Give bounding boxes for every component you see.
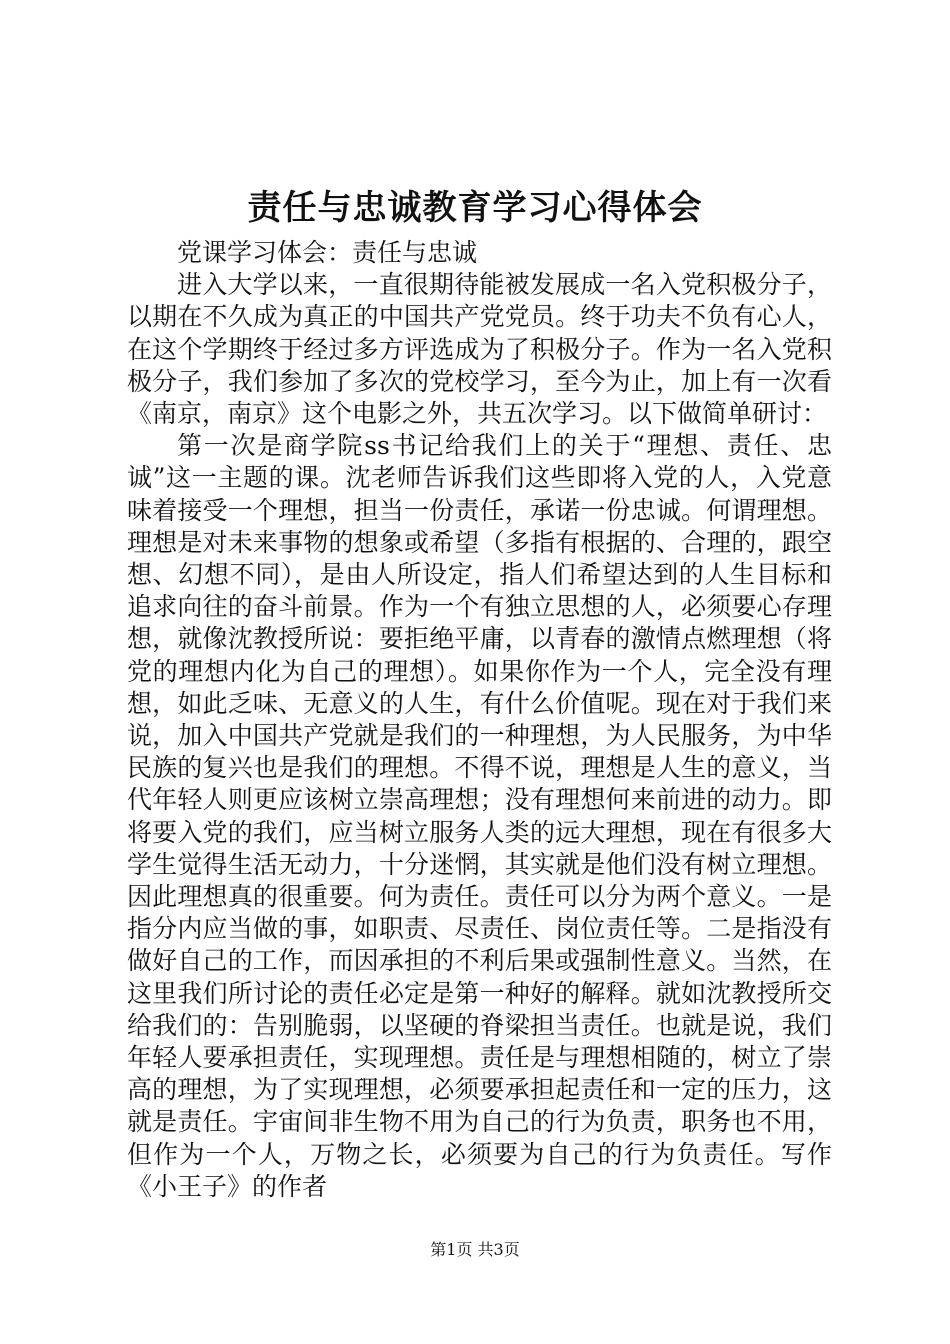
document-title: 责任与忠诚教育学习心得体会 (247, 188, 703, 228)
paragraph-first-lesson: 第一次是商学院ss书记给我们上的关于“理想、责任、忠诚”这一主题的课。沈老师告诉我们这些即将入党的人，入党意味着接受一个理想，担当一份责任，承诺一份忠诚。何谓理想。理想是对未来事物的想象或希望（多指有根据的、合理的，跟空想、幻想不同），是由人所设定，指人们希望达到的人生目标和追求向往的奋斗前景。作为一个有独立思想的人，必须要心存理想，就像沈教授所说：要拒绝平庸，以青春的激情点燃理想（将党的理想内化为自己的理想）。如果你作为一个人，完全没有理想，如此乏味、无意义的人生，有什么价值呢。现在对于我们来说，加入中国共产党就是我们的一种理想，为人民服务，为中华民族的复兴也是我们的理想。不得不说，理想是人生的意义，当代年轻人则更应该树立崇高理想；没有理想何来前进的动力。即将要入党的我们，应当树立服务人类的远大理想，现在有很多大学生觉得生活无动力，十分迷惘，其实就是他们没有树立理想。因此理想真的很重要。何为责任。责任可以分为两个意义。一是指分内应当做的事，如职责、尽责任、岗位责任等。二是指没有做好自己的工作，而因承担的不利后果或强制性意义。当然，在这里我们所讨论的责任必定是第一种好的解释。就如沈教授所交给我们的：告别脆弱，以坚硬的脊梁担当责任。也就是说，我们年轻人要承担责任，实现理想。责任是与理想相随的，树立了崇高的理想，为了实现理想，必须要承担起责任和一定的压力，这就是责任。宇宙间非生物不用为自己的行为负责，职务也不用，但作为一个人，万物之长，必须要为自己的行为负责任。写作《小王子》的作者 (127, 431, 832, 1201)
document-body (127, 237, 832, 1203)
page-footer (0, 1238, 950, 1262)
paragraph-intro: 进入大学以来，一直很期待能被发展成一名入党积极分子，以期在不久成为真正的中国共产党党员。终于功夫不负有心人，在这个学期终于经过多方评选成为了积极分子。作为一名入党积极分子，我们参加了多次的党校学习，至今为止，加上有一次看《南京，南京》这个电影之外，共五次学习。以下做简单研讨： (127, 270, 832, 429)
page-number: 第1页 (430, 1240, 473, 1259)
page-total: 共3页 (477, 1240, 520, 1259)
paragraph-subtitle: 党课学习体会：责任与忠诚 (177, 238, 478, 267)
